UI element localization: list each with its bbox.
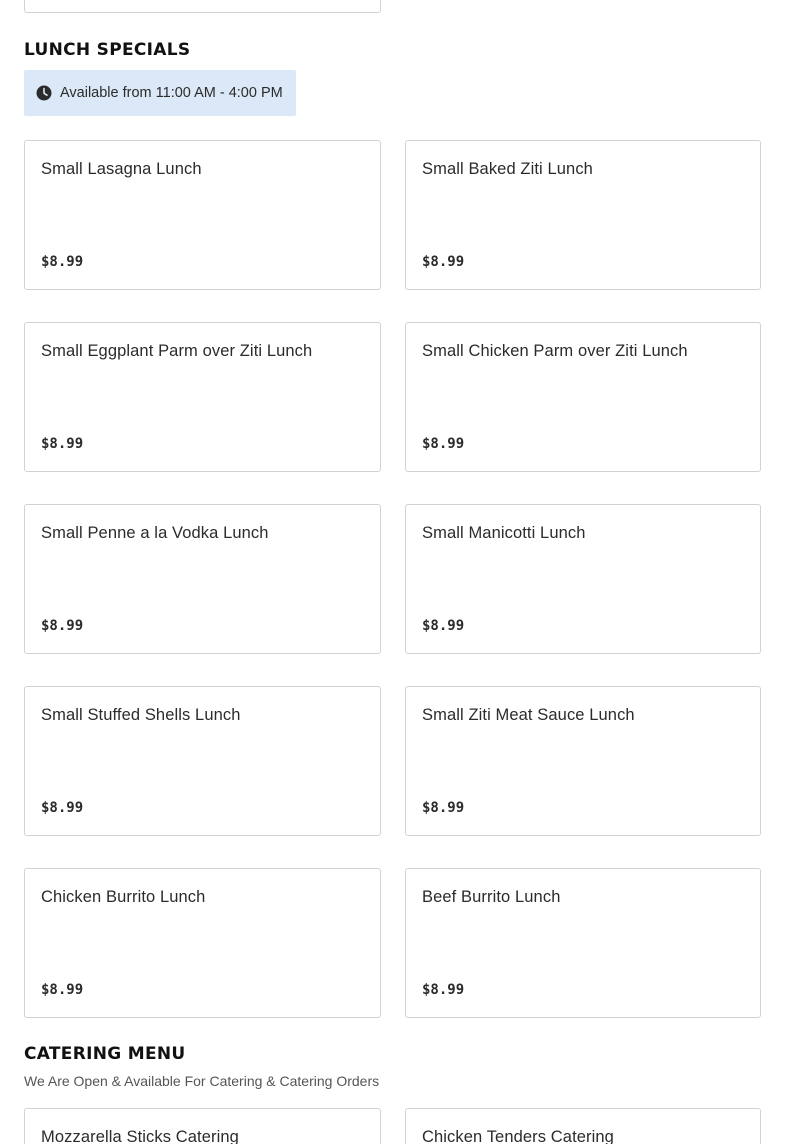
menu-item-card[interactable] (24, 686, 381, 836)
menu-item-card[interactable] (24, 140, 381, 290)
availability-badge (24, 70, 296, 116)
menu-item-price: $8.99 (41, 618, 84, 634)
catering-subtitle: We Are Open & Available For Catering & Catering Orders (24, 1073, 380, 1089)
menu-item-name: Small Lasagna Lunch (41, 160, 202, 178)
menu-item-name: Small Baked Ziti Lunch (422, 160, 593, 178)
menu-item-card[interactable] (24, 504, 381, 654)
menu-item-price: $8.99 (41, 254, 84, 270)
menu-item-card[interactable] (405, 322, 761, 472)
menu-item-card[interactable] (405, 868, 761, 1018)
menu-item-price: $8.99 (41, 800, 84, 816)
clock-icon (36, 85, 52, 101)
menu-item-name: Chicken Burrito Lunch (41, 888, 206, 906)
menu-item-price: $8.99 (422, 982, 465, 998)
menu-item-name: Beef Burrito Lunch (422, 888, 561, 906)
menu-item-name: Small Manicotti Lunch (422, 524, 586, 542)
menu-item-card[interactable] (24, 1108, 381, 1144)
menu-item-card[interactable] (24, 868, 381, 1018)
menu-item-price: $8.99 (422, 800, 465, 816)
menu-item-price: $8.99 (422, 436, 465, 452)
section-title-catering-menu: CATERING MENU (24, 1044, 186, 1064)
menu-item-name: Chicken Tenders Catering (422, 1128, 614, 1144)
menu-item-price: $8.99 (422, 618, 465, 634)
menu-item-name: Small Ziti Meat Sauce Lunch (422, 706, 635, 724)
menu-item-name: Small Penne a la Vodka Lunch (41, 524, 269, 542)
menu-item-name: Small Chicken Parm over Ziti Lunch (422, 342, 688, 360)
menu-item-name: Small Eggplant Parm over Ziti Lunch (41, 342, 313, 360)
menu-item-card[interactable] (405, 504, 761, 654)
availability-text: Available from 11:00 AM - 4:00 PM (60, 85, 283, 101)
menu-item-card[interactable] (405, 686, 761, 836)
menu-item-name: Small Stuffed Shells Lunch (41, 706, 241, 724)
menu-item-name: Mozzarella Sticks Catering (41, 1128, 239, 1144)
menu-item-card[interactable] (405, 1108, 761, 1144)
menu-item-card[interactable] (24, 322, 381, 472)
menu-item-card-partial[interactable] (24, 0, 381, 13)
menu-item-card[interactable] (405, 140, 761, 290)
menu-item-price: $8.99 (422, 254, 465, 270)
section-title-lunch-specials: LUNCH SPECIALS (24, 40, 191, 60)
menu-item-price: $8.99 (41, 982, 84, 998)
menu-item-price: $8.99 (41, 436, 84, 452)
